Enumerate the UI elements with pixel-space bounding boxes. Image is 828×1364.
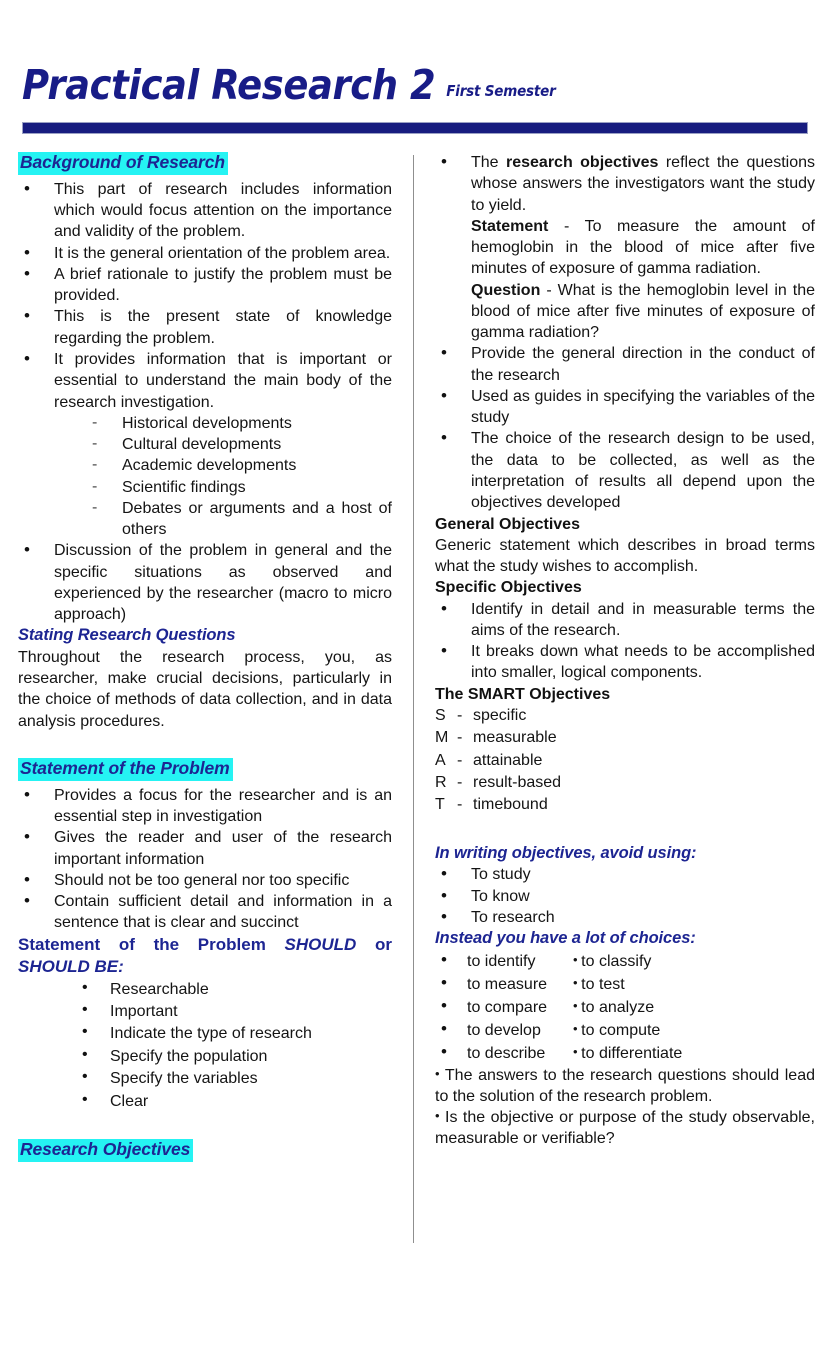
- question-label: Question: [471, 281, 541, 299]
- left-column: [18, 152, 392, 1162]
- smart-dash: -: [457, 774, 463, 792]
- smart-word: specific: [473, 706, 527, 724]
- heading-research-objectives-label: Research Objectives: [18, 1139, 193, 1162]
- statement-bullet-list: [18, 785, 392, 934]
- smart-letter: T: [435, 796, 445, 814]
- avoid-list: [435, 864, 815, 928]
- right-column: [435, 152, 815, 1150]
- title-row: [22, 61, 808, 109]
- list-item: [435, 996, 815, 1019]
- heading-avoid-using: In writing objectives, avoid using:: [435, 843, 697, 862]
- heading-instead-choices: Instead you have a lot of choices:: [435, 929, 696, 948]
- list-item: - Debates or arguments and a host of others: [18, 498, 392, 541]
- choice-right: • to analyze: [573, 996, 815, 1019]
- list-item: • Important: [18, 1001, 392, 1023]
- general-objectives-body: Generic statement which describes in broad terms what the study wishes to accomplish.: [435, 536, 815, 576]
- developments-sublist: [18, 413, 392, 541]
- list-item: - Cultural developments: [18, 434, 392, 455]
- heading-stating-research-questions: Stating Research Questions: [18, 626, 236, 645]
- list-item: - Academic developments: [18, 455, 392, 476]
- list-item: • It is the general orientation of the problem area.: [18, 243, 392, 264]
- list-item: [435, 1019, 815, 1042]
- objectives-intro-list: [435, 152, 815, 514]
- list-item: [435, 152, 815, 343]
- discussion-bullet-list: [18, 540, 392, 625]
- objectives-bullet-post: reflect the questions whose answers the investigators want the study to yield.: [471, 154, 815, 214]
- list-item: • To study: [435, 864, 815, 885]
- list-item: • Indicate the type of research: [18, 1023, 392, 1045]
- heading-background-of-research: [18, 152, 392, 175]
- list-item: • Provide the general direction in the conduct of the research: [435, 343, 815, 386]
- background-bullet-list: [18, 179, 392, 413]
- heading-should-or-should-be: [18, 934, 392, 979]
- list-item: [435, 950, 815, 973]
- list-item: • Gives the reader and user of the research important information: [18, 827, 392, 870]
- list-item: • Identify in detail and in measurable terms the aims of the research.: [435, 599, 815, 642]
- choice-left: • to develop: [467, 1021, 541, 1039]
- objectives-bullet-bold: research objectives: [506, 154, 659, 171]
- list-item: - Scientific findings: [18, 477, 392, 498]
- list-item: [435, 794, 815, 816]
- list-item: [435, 750, 815, 772]
- question-example: [471, 280, 815, 344]
- smart-word: attainable: [473, 751, 543, 769]
- heading-specific-objectives: Specific Objectives: [435, 579, 582, 597]
- choice-right: • to compute: [573, 1019, 815, 1042]
- heading-research-objectives: [18, 1139, 392, 1162]
- list-item: • To research: [435, 907, 815, 928]
- list-item: • This part of research includes information which would focus attention on the importance and validity of the problem.: [18, 179, 392, 243]
- heading-background-of-research-label: Background of Research: [18, 152, 228, 175]
- page-title: Practical Research 2: [22, 61, 436, 109]
- should-heading-italic2: SHOULD BE:: [18, 957, 124, 977]
- list-item: • Specify the population: [18, 1046, 392, 1068]
- list-item: • Specify the variables: [18, 1068, 392, 1090]
- list-item: [435, 973, 815, 996]
- objectives-bullet-pre: The: [471, 154, 506, 171]
- list-item: • Discussion of the problem in general and the specific situations as observed and experienced by the researcher (macro to micro approach): [18, 540, 392, 625]
- smart-word: measurable: [473, 729, 557, 747]
- list-item: • Researchable: [18, 979, 392, 1001]
- closing-note-1-text: The answers to the research questions should lead to the solution of the research problem.: [435, 1066, 816, 1105]
- statement-text: - To measure the amount of hemoglobin in the blood of mice after five minutes of exposure of gamma radiation.: [471, 217, 815, 278]
- header-rule-bar: [22, 122, 808, 134]
- question-text: - What is the hemoglobin level in the blood of mice after five minutes of exposure of gamma radiation?: [471, 281, 815, 342]
- heading-statement-of-the-problem-label: Statement of the Problem: [18, 758, 233, 781]
- bullet-dot-icon: •: [435, 1065, 440, 1081]
- smart-letter: A: [435, 751, 446, 769]
- smart-letter: S: [435, 706, 446, 724]
- list-item: [435, 1042, 815, 1065]
- list-item: • Used as guides in specifying the variables of the study: [435, 386, 815, 429]
- smart-dash: -: [457, 751, 463, 769]
- list-item: [435, 772, 815, 794]
- list-item: • Provides a focus for the researcher and is an essential step in investigation: [18, 785, 392, 828]
- choice-right: • to classify: [573, 950, 815, 973]
- closing-note-2-text: Is the objective or purpose of the study observable, measurable or verifiable?: [435, 1109, 815, 1148]
- list-item: • Contain sufficient detail and information in a sentence that is clear and succinct: [18, 891, 392, 934]
- should-heading-italic1: SHOULD: [284, 934, 357, 954]
- list-item: [435, 727, 815, 749]
- choice-left: • to identify: [467, 952, 536, 970]
- choice-left: • to measure: [467, 975, 548, 993]
- smart-word: timebound: [473, 796, 548, 814]
- list-item: • This is the present state of knowledge regarding the problem.: [18, 306, 392, 349]
- choice-right: • to test: [573, 973, 815, 996]
- choices-list: [435, 950, 815, 1065]
- smart-word: result-based: [473, 774, 562, 792]
- list-item: - Historical developments: [18, 413, 392, 434]
- list-item: • A brief rationale to justify the problem must be provided.: [18, 264, 392, 307]
- smart-letter: R: [435, 774, 447, 792]
- list-item: • Should not be too general nor too specific: [18, 870, 392, 891]
- choice-right: • to differentiate: [573, 1042, 815, 1065]
- smart-dash: -: [457, 729, 463, 747]
- smart-dash: -: [457, 796, 463, 814]
- statement-label: Statement: [471, 217, 549, 235]
- closing-note-2: [435, 1107, 815, 1150]
- list-item: [435, 705, 815, 727]
- closing-note-1: [435, 1065, 815, 1108]
- choice-left: • to compare: [467, 998, 548, 1016]
- heading-smart-objectives: The SMART Objectives: [435, 685, 611, 703]
- should-be-list: [18, 979, 392, 1113]
- list-item: • To know: [435, 886, 815, 907]
- smart-dash: -: [457, 706, 463, 724]
- statement-example: [471, 216, 815, 280]
- column-divider: [413, 155, 414, 1243]
- heading-statement-of-the-problem: [18, 758, 392, 781]
- page-subtitle: First Semester: [446, 82, 556, 100]
- heading-general-objectives: General Objectives: [435, 515, 580, 533]
- list-item: • It provides information that is important or essential to understand the main body of the research investigation.: [18, 349, 392, 413]
- should-heading-part1: Statement of the Problem: [18, 934, 285, 954]
- should-heading-part2: or: [356, 934, 392, 954]
- stating-research-questions-body: Throughout the research process, you, as researcher, make crucial decisions, particularly in the choice of methods of data collection, and in data analysis procedures.: [18, 648, 392, 730]
- list-item: • The choice of the research design to be used, the data to be collected, as well as the interpretation of results all depend upon the objectives developed: [435, 428, 815, 513]
- list-item: • Clear: [18, 1091, 392, 1113]
- specific-objectives-list: [435, 599, 815, 684]
- bullet-dot-icon: •: [435, 1108, 440, 1124]
- choice-left: • to describe: [467, 1044, 546, 1062]
- smart-letter: M: [435, 729, 449, 747]
- document-header: [22, 61, 808, 109]
- list-item: • It breaks down what needs to be accomplished into smaller, logical components.: [435, 641, 815, 684]
- smart-list: [435, 705, 815, 817]
